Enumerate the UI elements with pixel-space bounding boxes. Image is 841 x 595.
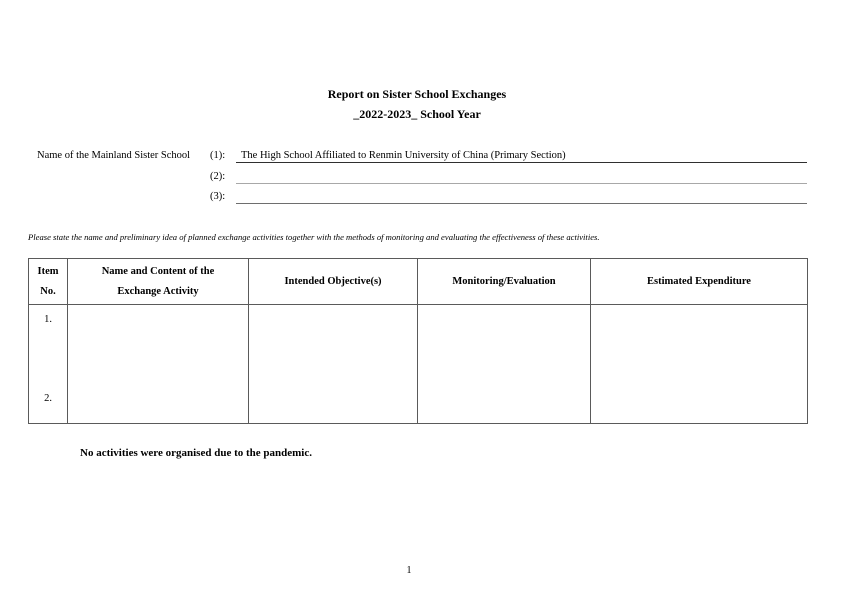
- header-monitoring-evaluation: Monitoring/Evaluation: [418, 259, 591, 305]
- cell-monitoring: [418, 305, 591, 424]
- field-3-value: [236, 190, 807, 204]
- table-header-row: [29, 259, 808, 305]
- sister-school-field-3: [0, 190, 841, 204]
- field-3-index: (3):: [210, 191, 226, 202]
- item-number-2: 2.: [44, 393, 52, 404]
- report-title: Report on Sister School Exchanges: [327, 87, 507, 101]
- sister-school-field-1: [0, 149, 841, 163]
- field-2-index: (2):: [210, 171, 226, 182]
- item-number-1: 1.: [44, 314, 52, 325]
- sister-school-name-label: Name of the Mainland Sister School: [37, 150, 191, 161]
- field-1-index: (1):: [210, 150, 226, 161]
- header-intended-objectives: Intended Objective(s): [249, 259, 418, 305]
- cell-expenditure: [591, 305, 808, 424]
- no-activities-note: No activities were organised due to the pandemic.: [80, 447, 312, 459]
- table-body-row: [29, 305, 808, 424]
- header-name-content-line2: Exchange Activity: [117, 285, 199, 297]
- cell-objectives: [249, 305, 418, 424]
- instruction-text: Please state the name and preliminary idea of planned exchange activities together with the methods of monitoring and evaluating the effectiveness of these activities.: [28, 232, 600, 242]
- exchange-activities-table: [28, 258, 808, 424]
- header-name-content: [68, 259, 249, 305]
- header-item-no: [29, 259, 68, 305]
- header-item-no-line1: Item: [37, 265, 59, 277]
- page-number: 1: [406, 565, 412, 576]
- cell-name-content: [68, 305, 249, 424]
- report-school-year: _2022-2023_ School Year: [353, 107, 481, 121]
- header-estimated-expenditure: Estimated Expenditure: [591, 259, 808, 305]
- sister-school-field-2: [0, 170, 841, 184]
- field-2-value: [236, 170, 807, 184]
- cell-item-numbers: [29, 305, 68, 424]
- header-item-no-line2: No.: [40, 285, 56, 297]
- header-name-content-line1: Name and Content of the: [101, 265, 215, 277]
- field-1-value: The High School Affiliated to Renmin University of China (Primary Section): [236, 149, 807, 163]
